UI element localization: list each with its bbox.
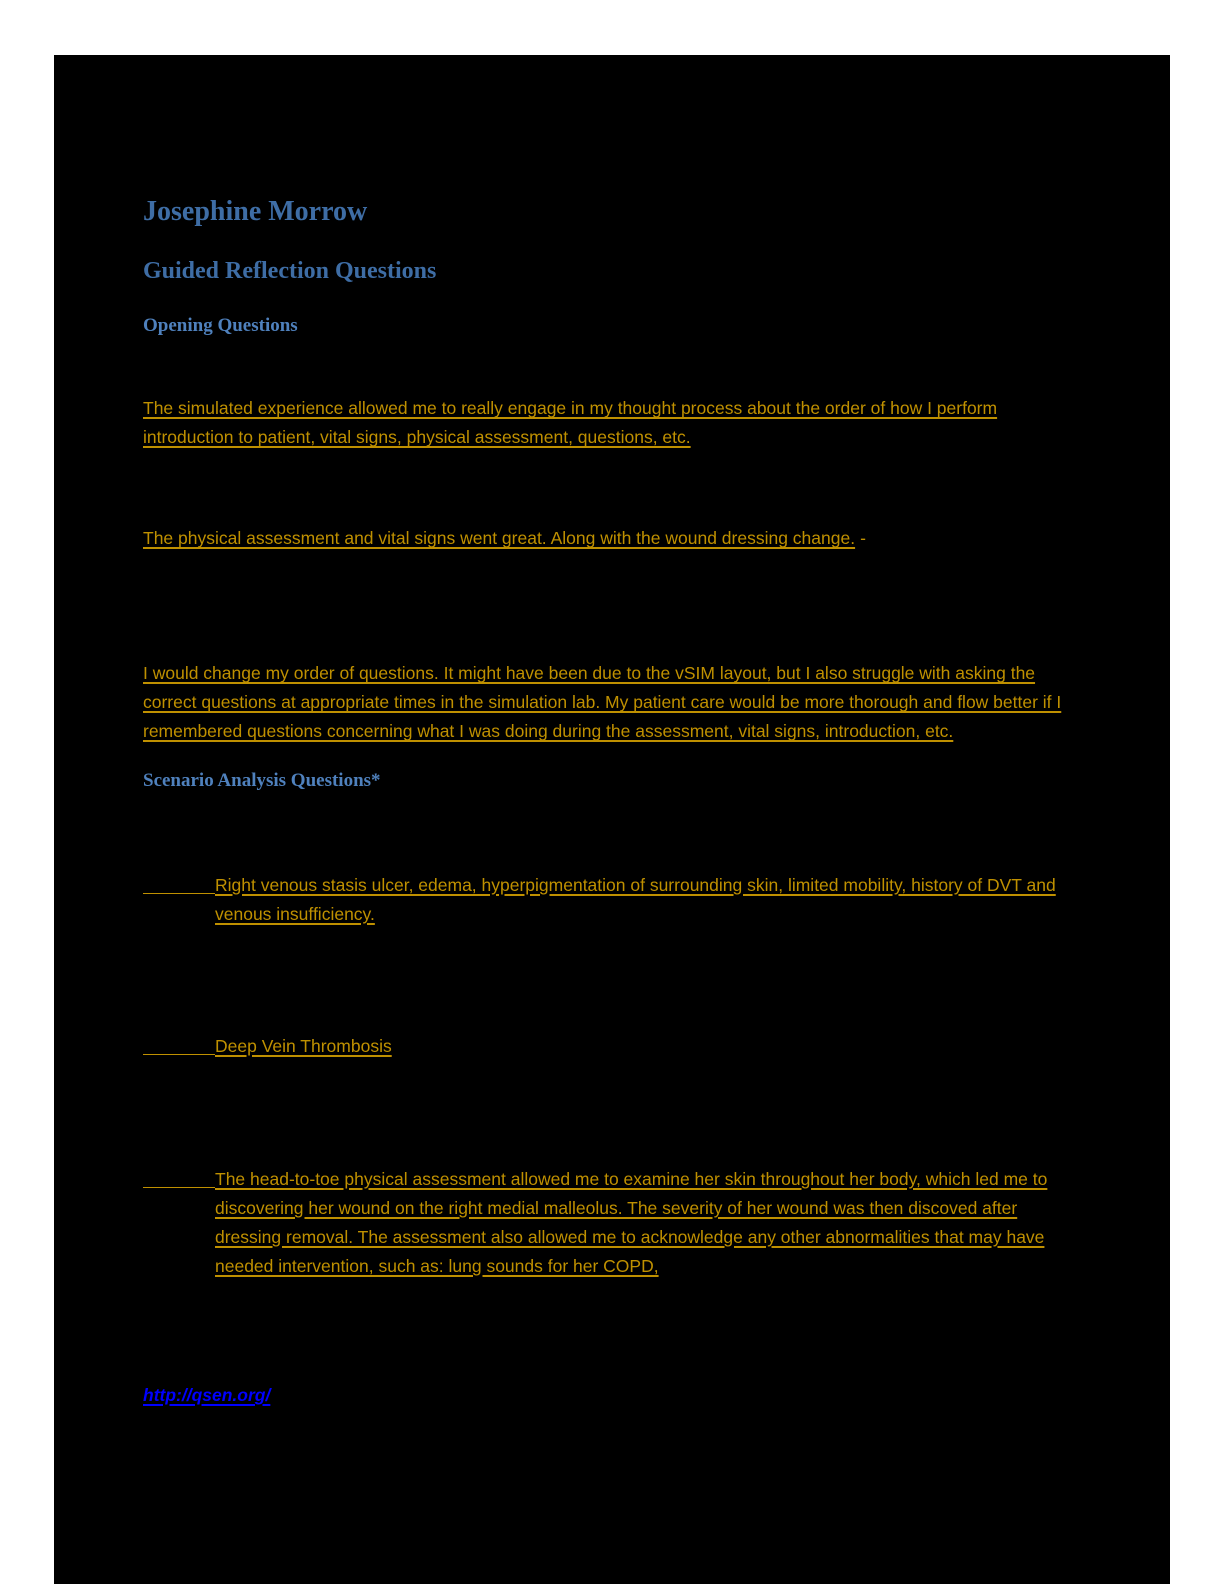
qsen-link[interactable]: http://qsen.org/ [143, 1384, 271, 1405]
document-page [54, 55, 1170, 1584]
page-title: Josephine Morrow [143, 196, 368, 227]
scenario-answer-2 [143, 1032, 1068, 1061]
scenario-answer-1 [143, 871, 1068, 929]
opening-answer-3: I would change my order of questions. It might have been due to the vSIM layout, but I also struggle with asking the correct questions at appropriate times in the simulation lab. My patient care would be more thorough and flow better if I remembered questions concerning what I was doing during the assessment, vital signs, introduction, etc. [143, 663, 1062, 742]
opening-answer-2 [143, 524, 1068, 553]
opening-answer-2-text: The physical assessment and vital signs went great. Along with the wound dressing change. [143, 528, 856, 549]
trailing-dash: - [860, 528, 866, 549]
footer-link-line [143, 1385, 1068, 1406]
scenario-answer-2-text: Deep Vein Thrombosis [215, 1035, 392, 1056]
tab-underline [143, 1037, 215, 1055]
section-heading-scenario-analysis: Scenario Analysis Questions* [143, 770, 381, 792]
scenario-answer-3-text: The head-to-toe physical assessment allowed me to examine her skin throughout her body, which led me to discovering her wound on the right medial malleolus. The severity of her wound was then discoved after dressing removal. The assessment also allowed me to acknowledge any other abnormalities that may have needed intervention, such as: lung sounds for her COPD, [215, 1168, 1048, 1276]
scenario-answer-1-text: Right venous stasis ulcer, edema, hyperpigmentation of surrounding skin, limited mobility, history of DVT and venous insufficiency. [215, 874, 1056, 924]
tab-underline [143, 1170, 215, 1188]
scenario-answer-3 [143, 1165, 1068, 1281]
tab-underline [143, 876, 215, 894]
document-subtitle: Guided Reflection Questions [143, 257, 437, 284]
opening-answer-1: The simulated experience allowed me to really engage in my thought process about the order of how I perform introduction to patient, vital signs, physical assessment, questions, etc. [143, 398, 998, 448]
section-heading-opening-questions: Opening Questions [143, 315, 298, 337]
